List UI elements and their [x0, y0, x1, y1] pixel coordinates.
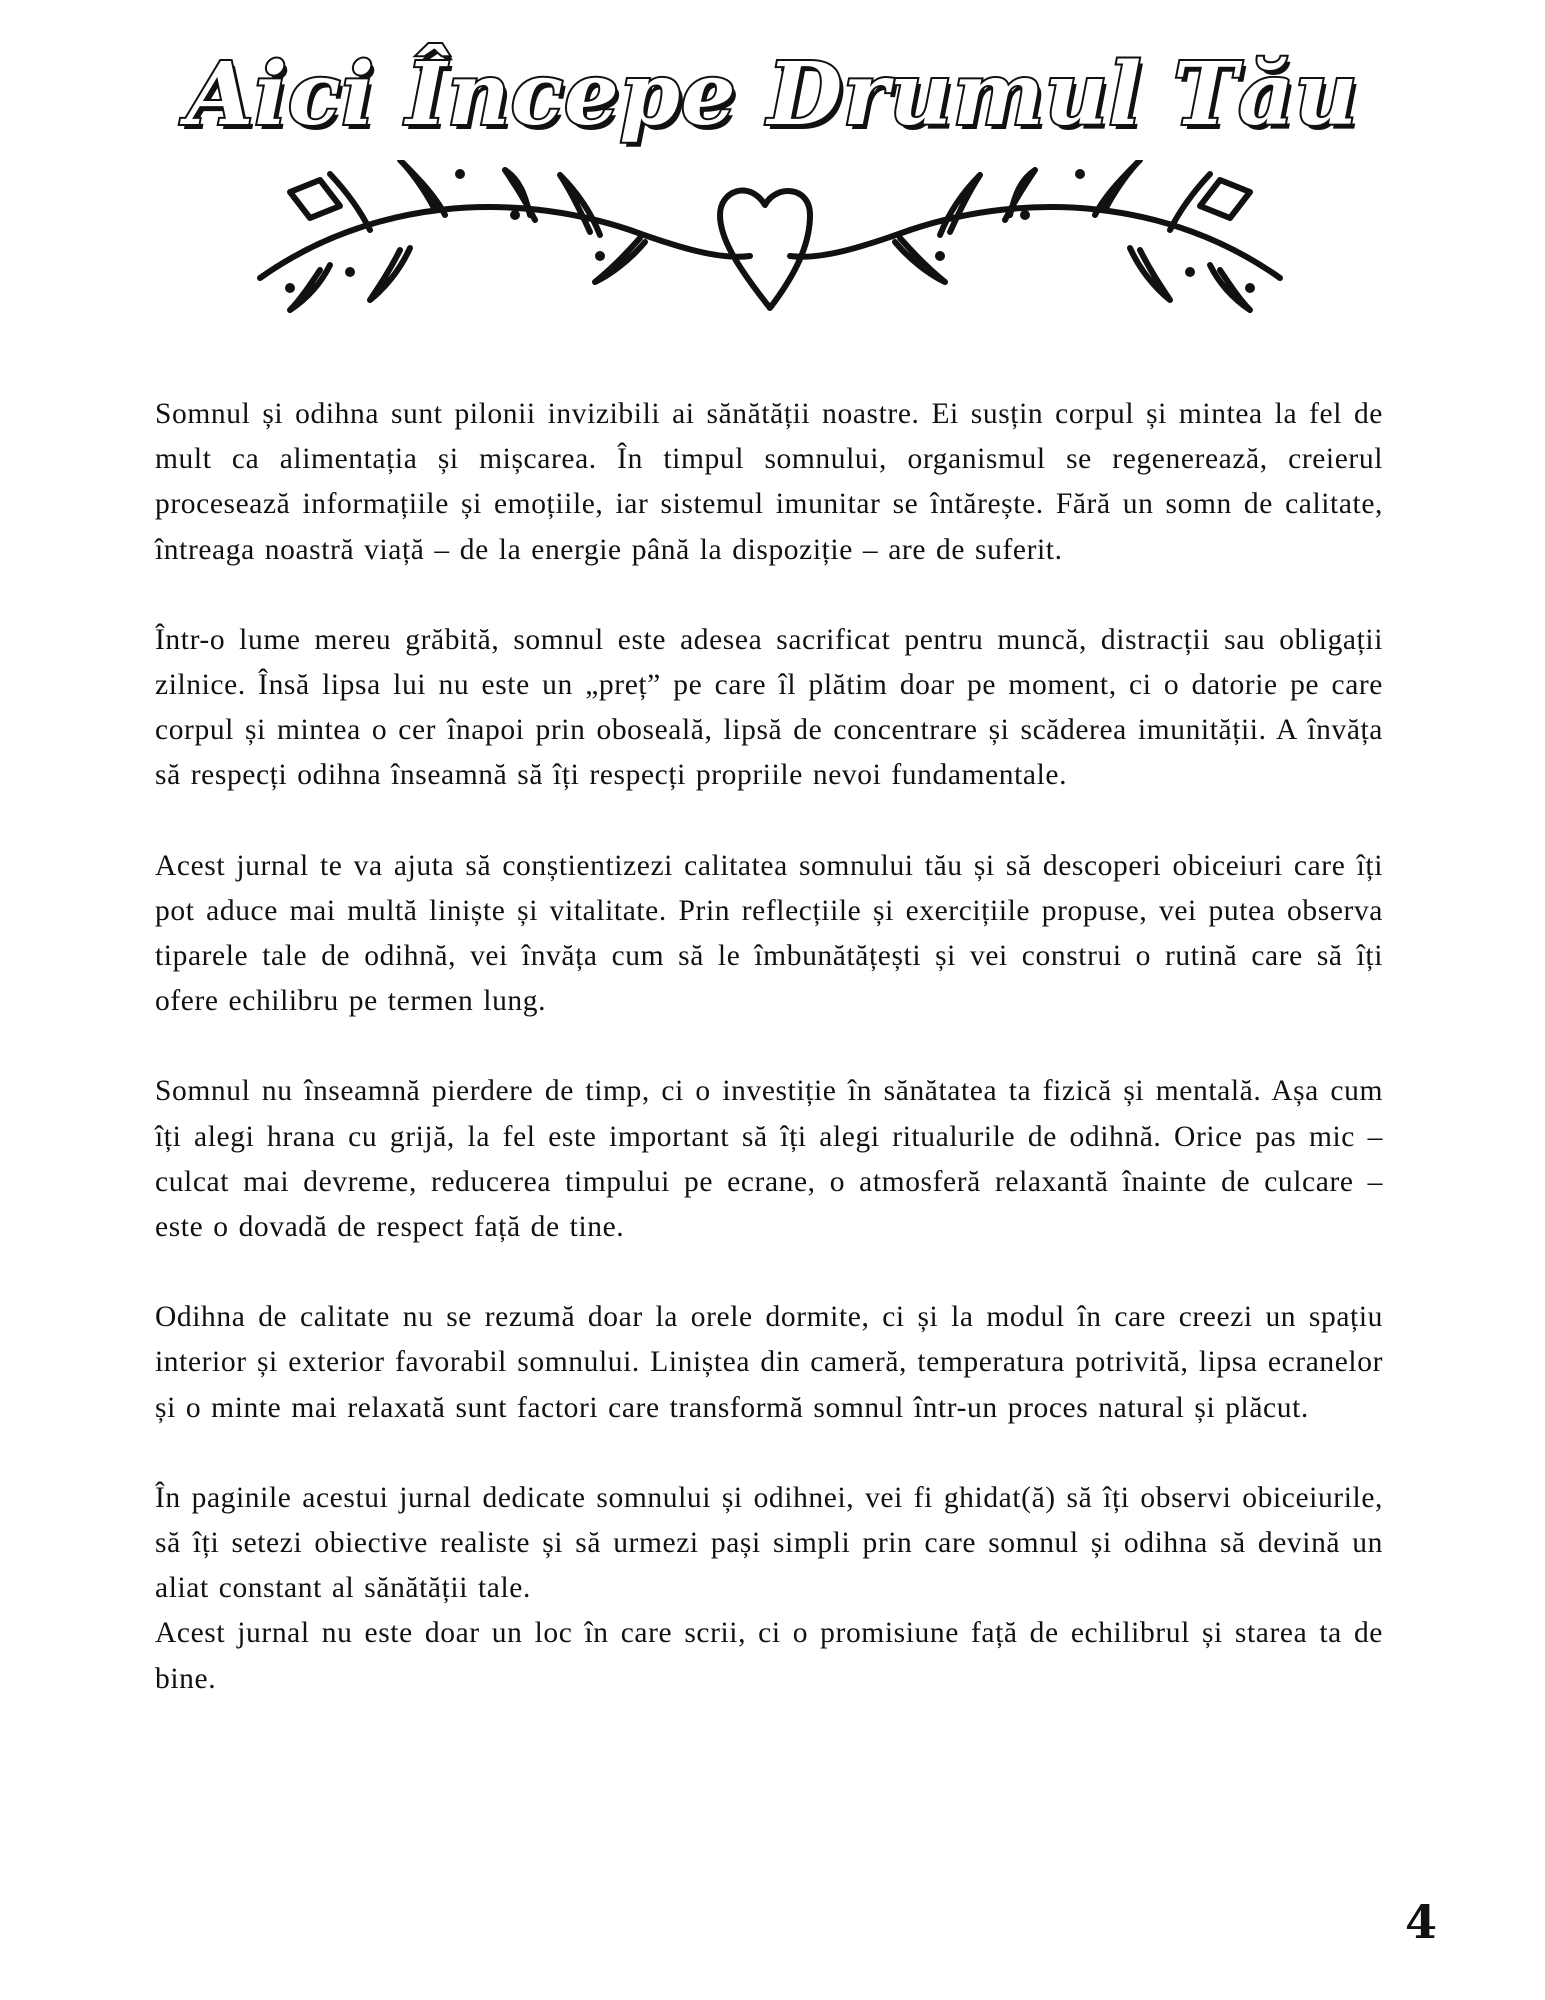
- right-branch: [790, 207, 1280, 278]
- body-text: [155, 392, 1383, 1747]
- page-title: Aici Începe Drumul Tău: [186, 44, 1359, 145]
- paragraph: Acest jurnal nu este doar un loc în care scrii, ci o promisiune față de echilibrul și starea ta de bine.: [155, 1617, 1383, 1695]
- left-leaf: [290, 180, 340, 218]
- heart-shape: [720, 191, 810, 308]
- paragraph: În paginile acestui jurnal dedicate somnului și odihnei, vei fi ghidat(ă) să îți observi obiceiurile, să îți setezi obiective realiste și să urmezi pași simpli prin care somnul și odihna să devină un aliat constant al sănătății tale.: [155, 1481, 1383, 1605]
- left-leaf: [560, 175, 600, 235]
- right-leaf: [1095, 160, 1140, 215]
- paragraph: Somnul și odihna sunt pilonii invizibili ai sănătății noastre. Ei susțin corpul și mintea la fel de mult ca alimentația și mișcarea. În timpul somnului, organismul se regenerează, creierul procesează informațiile și emoțiile, iar sistemul imunitar se întărește. Fără un somn de calitate, întreaga noastră viață – de la energie până la dispoziție – are de suferit.: [155, 398, 1383, 566]
- left-leaf: [290, 265, 330, 310]
- left-leaf: [400, 160, 445, 215]
- left-leaf: [505, 170, 535, 220]
- left-leaf: [370, 248, 410, 300]
- heart-laurel-divider-icon: [250, 160, 1290, 320]
- right-leaf: [940, 175, 980, 235]
- paragraph: Acest jurnal te va ajuta să conștientizezi calitatea somnului tău și să descoperi obiceiuri care îți pot aduce mai multă liniște și vitalitate. Prin reflecțiile și exercițiile propuse, vei putea observa tiparele tale de odihnă, vei învăța cum să le îmbunătățești și vei construi o rutină care să îți ofere echilibru pe termen lung.: [155, 849, 1383, 1018]
- right-leaf: [1005, 170, 1035, 220]
- right-leaf: [1130, 248, 1170, 300]
- right-leaf: [1210, 265, 1250, 310]
- page-number: 4: [1405, 1895, 1438, 1949]
- right-leaf: [1200, 180, 1250, 218]
- paragraph: Odihna de calitate nu se rezumă doar la orele dormite, ci și la modul în care creezi un spațiu interior și exterior favorabil somnului. Liniștea din cameră, temperatura potrivită, lipsa ecranelor și o minte mai relaxată sunt factori care transformă somnul într-un proces natural și plăcut.: [155, 1301, 1383, 1424]
- left-branch: [260, 207, 750, 278]
- paragraph: Somnul nu înseamnă pierdere de timp, ci o investiție în sănătatea ta fizică și mentală. Așa cum îți alegi hrana cu grijă, la fel este important să îți alegi ritualurile de odihnă. Orice pas mic – culcat mai devreme, reducerea timpului pe ecrane, o atmosferă relaxantă înainte de culcare – este o dovadă de respect față de tine.: [155, 1075, 1383, 1244]
- paragraph: Într-o lume mereu grăbită, somnul este adesea sacrificat pentru muncă, distracții sau obligații zilnice. Însă lipsa lui nu este un „preț” pe care îl plătim doar pe moment, ci o datorie pe care corpul și mintea o cer înapoi prin oboseală, lipsă de concentrare și scăderea imunității. A învăța să respecți odihna înseamnă să îți respecți propriile nevoi fundamentale.: [155, 623, 1383, 792]
